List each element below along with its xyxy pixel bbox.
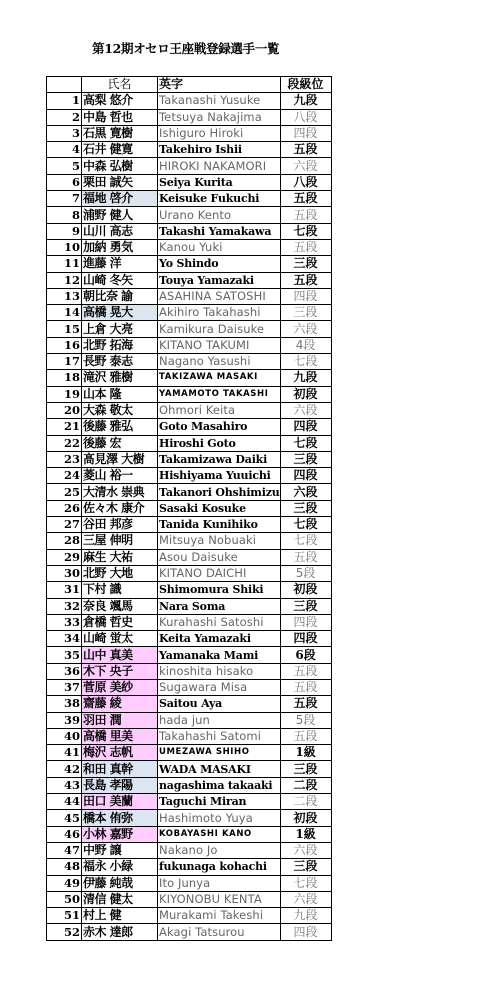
player-number: 39 [47,712,82,728]
player-number: 28 [47,533,82,549]
player-number: 35 [47,647,82,663]
player-rank: 三段 [280,500,331,516]
table-row [47,679,332,695]
player-number: 29 [47,549,82,565]
player-name: 栗田 誠矢 [82,174,158,190]
player-number: 34 [47,631,82,647]
player-number: 31 [47,582,82,598]
player-romaji: Keisuke Fukuchi [158,191,281,207]
table-row [47,712,332,728]
player-romaji: Takanashi Yusuke [158,93,281,109]
player-romaji: Keita Yamazaki [158,631,281,647]
player-number: 49 [47,875,82,891]
player-number: 16 [47,337,82,353]
table-row [47,696,332,712]
player-name: 高橋 里美 [82,728,158,744]
player-number: 50 [47,891,82,907]
player-number: 41 [47,745,82,761]
player-name: 梅沢 志帆 [82,745,158,761]
player-name: 羽田 潤 [82,712,158,728]
player-romaji: Ito Junya [158,875,281,891]
player-rank: 七段 [280,517,331,533]
player-name: 下村 識 [82,582,158,598]
player-number: 7 [47,191,82,207]
player-romaji: Kurahashi Satoshi [158,614,281,630]
table-row [47,924,332,940]
player-name: 福永 小緑 [82,859,158,875]
player-rank: 二段 [280,777,331,793]
player-romaji: Nara Soma [158,598,281,614]
player-romaji: Nakano Jo [158,842,281,858]
player-name: 滝沢 雅樹 [82,370,158,386]
player-name: 髙見澤 大樹 [82,451,158,467]
player-rank: 五段 [280,663,331,679]
table-row [47,614,332,630]
player-rank: 四段 [280,468,331,484]
player-number: 45 [47,810,82,826]
player-number: 27 [47,517,82,533]
player-name: 三屋 伸明 [82,533,158,549]
player-name: 高梨 悠介 [82,93,158,109]
player-name: 長島 孝陽 [82,777,158,793]
player-name: 長野 泰志 [82,354,158,370]
player-number: 1 [47,93,82,109]
player-romaji: Taguchi Miran [158,794,281,810]
player-name: 後藤 宏 [82,435,158,451]
player-name: 山川 高志 [82,223,158,239]
player-number: 25 [47,484,82,500]
table-row [47,451,332,467]
players-table [46,76,332,941]
player-number: 17 [47,354,82,370]
player-number: 36 [47,663,82,679]
table-row [47,533,332,549]
player-number: 20 [47,402,82,418]
player-name: 奈良 颯馬 [82,598,158,614]
player-number: 9 [47,223,82,239]
player-romaji: Yamanaka Mami [158,647,281,663]
table-row [47,174,332,190]
header-rank: 段級位 [280,77,331,93]
player-rank: 4段 [280,337,331,353]
table-row [47,386,332,402]
page-title: 第12期オセロ王座戦登録選手一覧 [92,41,280,56]
table-row [47,875,332,891]
player-romaji: KITANO DAICHI [158,565,281,581]
table-row [47,859,332,875]
table-row [47,842,332,858]
player-number: 43 [47,777,82,793]
player-romaji: Akihiro Takahashi [158,305,281,321]
player-rank: 四段 [280,924,331,940]
player-rank: 七段 [280,875,331,891]
table-row [47,631,332,647]
table-row [47,598,332,614]
table-row [47,582,332,598]
player-name: 木下 央子 [82,663,158,679]
player-number: 26 [47,500,82,516]
table-row [47,239,332,255]
player-romaji: Kamikura Daisuke [158,321,281,337]
player-name: 大清水 崇典 [82,484,158,500]
player-name: 田口 美蘭 [82,794,158,810]
player-name: 麻生 大祐 [82,549,158,565]
table-row [47,777,332,793]
player-romaji: Akagi Tatsurou [158,924,281,940]
table-row [47,109,332,125]
table-row [47,158,332,174]
table-row [47,468,332,484]
player-name: 中森 弘樹 [82,158,158,174]
header-romaji: 英字 [158,77,281,93]
player-number: 23 [47,451,82,467]
player-number: 24 [47,468,82,484]
player-number: 44 [47,794,82,810]
table-row [47,288,332,304]
table-row [47,908,332,924]
player-number: 12 [47,272,82,288]
player-name: 山崎 蛍太 [82,631,158,647]
player-rank: 初段 [280,386,331,402]
player-rank: 三段 [280,598,331,614]
player-romaji: Hashimoto Yuya [158,810,281,826]
player-number: 51 [47,908,82,924]
player-rank: 五段 [280,679,331,695]
table-row [47,663,332,679]
player-rank: 三段 [280,859,331,875]
player-rank: 五段 [280,207,331,223]
player-number: 22 [47,435,82,451]
table-row [47,647,332,663]
player-romaji: Asou Daisuke [158,549,281,565]
player-name: 橋本 侑弥 [82,810,158,826]
player-romaji: Goto Masahiro [158,419,281,435]
player-name: 高橋 晃大 [82,305,158,321]
table-header-row [47,77,332,93]
player-romaji: Saitou Aya [158,696,281,712]
player-romaji: HIROKI NAKAMORI [158,158,281,174]
player-romaji: KITANO TAKUMI [158,337,281,353]
table-row [47,549,332,565]
player-romaji: WADA MASAKI [158,761,281,777]
player-romaji: kinoshita hisako [158,663,281,679]
player-rank: 六段 [280,842,331,858]
player-romaji: nagashima takaaki [158,777,281,793]
player-romaji: ASAHINA SATOSHI [158,288,281,304]
player-rank: 五段 [280,191,331,207]
player-rank: 五段 [280,142,331,158]
player-rank: 1級 [280,826,331,842]
player-rank: 5段 [280,565,331,581]
player-romaji: Urano Kento [158,207,281,223]
player-rank: 五段 [280,239,331,255]
player-rank: 六段 [280,484,331,500]
player-number: 47 [47,842,82,858]
player-name: 小林 嘉野 [82,826,158,842]
player-rank: 四段 [280,419,331,435]
player-romaji: Seiya Kurita [158,174,281,190]
player-rank: 四段 [280,631,331,647]
player-romaji: UMEZAWA SHIHO [158,745,281,761]
player-rank: 九段 [280,93,331,109]
table-row [47,402,332,418]
table-row [47,435,332,451]
table-row [47,794,332,810]
table-row [47,370,332,386]
player-name: 和田 真幹 [82,761,158,777]
table-body [47,93,332,940]
player-name: 倉橋 哲史 [82,614,158,630]
player-romaji: Takanori Ohshimizu [159,485,280,499]
player-rank: 九段 [280,908,331,924]
player-number: 30 [47,565,82,581]
player-number: 13 [47,288,82,304]
player-rank: 四段 [280,288,331,304]
player-romaji: fukunaga kohachi [158,859,281,875]
player-romaji: Takahashi Satomi [158,728,281,744]
player-name: 菱山 裕一 [82,468,158,484]
player-name: 朝比奈 諭 [82,288,158,304]
player-romaji: Takamizawa Daiki [158,451,281,467]
player-rank: 八段 [280,109,331,125]
player-romaji: Takashi Yamakawa [158,223,281,239]
player-romaji: Touya Yamazaki [158,272,281,288]
player-number: 2 [47,109,82,125]
player-number: 3 [47,125,82,141]
player-name: 伊藤 純哉 [82,875,158,891]
table-row [47,419,332,435]
player-rank: 5段 [280,712,331,728]
table-row [47,207,332,223]
player-rank: 六段 [280,321,331,337]
player-rank: 二段 [280,794,331,810]
table-row [47,272,332,288]
player-name: 後藤 雅弘 [82,419,158,435]
player-name: 村上 健 [82,908,158,924]
player-number: 38 [47,696,82,712]
player-rank: 八段 [280,174,331,190]
player-name: 山中 真美 [82,647,158,663]
player-rank: 6段 [280,647,331,663]
player-name: 谷田 邦彦 [82,517,158,533]
table-row [47,761,332,777]
table-row [47,321,332,337]
player-number: 33 [47,614,82,630]
player-number: 52 [47,924,82,940]
header-number [47,77,82,93]
player-name: 石井 健寛 [82,142,158,158]
player-rank: 五段 [280,728,331,744]
player-name: 山本 隆 [82,386,158,402]
player-romaji: Hiroshi Goto [158,435,281,451]
player-name: 上倉 大亮 [82,321,158,337]
table-row [47,810,332,826]
table-row [47,745,332,761]
table-row [47,517,332,533]
player-rank: 七段 [280,223,331,239]
player-name: 赤木 達郎 [82,924,158,940]
player-rank: 五段 [280,272,331,288]
player-number: 5 [47,158,82,174]
player-number: 4 [47,142,82,158]
player-name: 浦野 健人 [82,207,158,223]
player-name: 大森 敬太 [82,402,158,418]
player-number: 37 [47,679,82,695]
player-number: 11 [47,256,82,272]
table-row [47,354,332,370]
player-romaji: Nagano Yasushi [158,354,281,370]
table-row [47,125,332,141]
player-rank: 六段 [280,402,331,418]
player-romaji: Yo Shindo [158,256,281,272]
player-romaji: Ishiguro Hiroki [158,125,281,141]
player-rank: 七段 [280,435,331,451]
player-rank: 四段 [280,125,331,141]
player-rank: 七段 [280,354,331,370]
player-number: 14 [47,305,82,321]
player-romaji: Murakami Takeshi [158,908,281,924]
player-number: 18 [47,370,82,386]
table-row [47,256,332,272]
table-row [47,337,332,353]
player-name: 北野 大地 [82,565,158,581]
player-rank: 四段 [280,614,331,630]
player-number: 6 [47,174,82,190]
player-name: 北野 拓海 [82,337,158,353]
table-row [47,223,332,239]
player-number: 40 [47,728,82,744]
table-row [47,500,332,516]
player-rank: 七段 [280,533,331,549]
player-romaji: Kanou Yuki [158,239,281,255]
player-number: 42 [47,761,82,777]
player-number: 19 [47,386,82,402]
player-romaji: hada jun [158,712,281,728]
player-rank: 三段 [280,451,331,467]
player-rank: 三段 [280,256,331,272]
player-romaji: Hishiyama Yuuichi [158,468,281,484]
player-name: 齋藤 綾 [82,696,158,712]
player-romaji: Ohmori Keita [158,402,281,418]
player-romaji: Tetsuya Nakajima [158,109,281,125]
player-number: 48 [47,859,82,875]
player-romaji: Takehiro Ishii [158,142,281,158]
player-name: 中島 哲也 [82,109,158,125]
header-name: 氏名 [82,77,158,93]
player-rank: 六段 [280,891,331,907]
player-rank: 九段 [280,370,331,386]
player-rank: 初段 [280,810,331,826]
player-number: 10 [47,239,82,255]
player-rank: 五段 [280,549,331,565]
player-rank: 五段 [280,696,331,712]
player-romaji: YAMAMOTO TAKASHI [158,386,281,402]
player-romaji: Sugawara Misa [158,679,281,695]
table-row [47,484,332,500]
table-row [47,142,332,158]
player-rank: 三段 [280,761,331,777]
player-name: 清信 健太 [82,891,158,907]
player-name: 山崎 冬矢 [82,272,158,288]
player-number: 8 [47,207,82,223]
player-number: 15 [47,321,82,337]
player-rank: 三段 [280,305,331,321]
player-rank: 初段 [280,582,331,598]
player-number: 32 [47,598,82,614]
player-romaji: TAKIZAWA MASAKI [158,370,281,386]
player-name: 加納 勇気 [82,239,158,255]
player-romaji: KOBAYASHI KANO [158,826,281,842]
player-name: 佐々木 康介 [82,500,158,516]
table-row [47,191,332,207]
player-rank: 六段 [280,158,331,174]
player-name: 進藤 洋 [82,256,158,272]
player-romaji: KIYONOBU KENTA [158,891,281,907]
player-name: 中野 譲 [82,842,158,858]
player-name: 福地 啓介 [82,191,158,207]
player-romaji: Tanida Kunihiko [158,517,281,533]
player-name: 石黒 寛樹 [82,125,158,141]
player-romaji: Shimomura Shiki [158,582,281,598]
table-row [47,93,332,109]
player-name: 菅原 美紗 [82,679,158,695]
table-row [47,305,332,321]
table-row [47,728,332,744]
table-row [47,826,332,842]
player-romaji: Sasaki Kosuke [158,500,281,516]
table-row [47,891,332,907]
player-number: 21 [47,419,82,435]
table-row [47,565,332,581]
player-number: 46 [47,826,82,842]
player-romaji: Mitsuya Nobuaki [158,533,281,549]
player-rank: 1級 [280,745,331,761]
